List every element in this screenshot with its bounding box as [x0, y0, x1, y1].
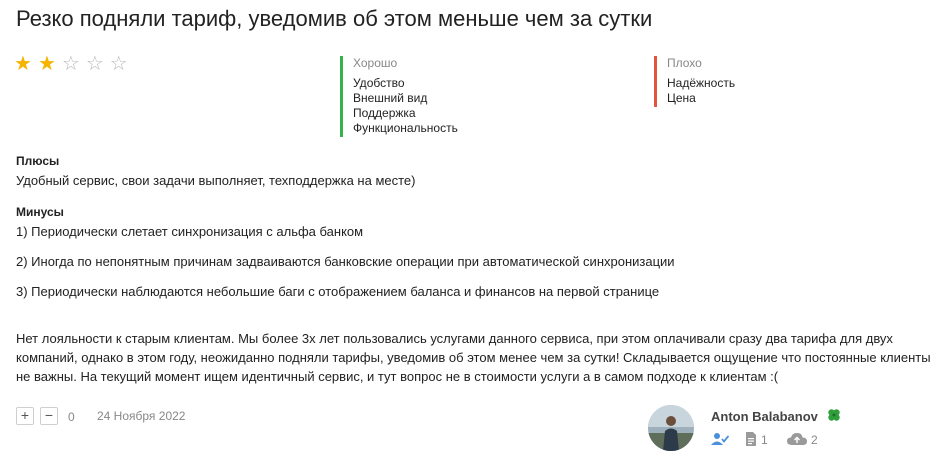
bad-item: Цена [667, 91, 696, 105]
vote-count: 0 [68, 410, 75, 424]
review-title: Резко подняли тариф, уведомив об этом меньше чем за сутки [16, 6, 653, 31]
star-icon: ★ [14, 53, 32, 75]
good-item: Поддержка [353, 106, 416, 120]
cloud-count: 2 [811, 433, 818, 447]
reviews-count: 1 [761, 433, 768, 447]
avatar[interactable] [648, 405, 694, 451]
good-aspects [340, 56, 458, 137]
clover-icon [826, 407, 842, 423]
star-icon: ☆ [109, 53, 128, 75]
cons-item: 2) Иногда по непонятным причинам задваиваются банковские операции при автоматической синхронизации [16, 254, 675, 269]
review-body: Нет лояльности к старым клиентам. Мы более 3х лет пользовались услугами данного сервиса, при этом оплачивали сразу два тарифа для двух компаний, однако в этом году, неожиданно подняли тарифы, уведомив об этом менее чем за сутки! Складывается ощущение что постоянные клиенты не важны. На текущий момент ищем идентичный сервис, и тут вопрос не в стоимости услуги а в самом подходе к клиентам :( [16, 331, 931, 384]
good-item: Функциональность [353, 121, 458, 135]
user-check-icon [711, 432, 729, 446]
rating-stars [14, 53, 128, 75]
good-item: Удобство [353, 76, 405, 90]
avatar-image [648, 405, 694, 451]
author-name[interactable]: Anton Balabanov [711, 409, 818, 424]
document-icon [745, 432, 757, 446]
cons-item: 3) Периодически наблюдаются небольшие баги с отображением баланса и финансов на первой странице [16, 284, 660, 299]
good-header: Хорошо [353, 56, 398, 70]
vote-up-button[interactable]: + [16, 407, 34, 425]
cons-item: 1) Периодически слетает синхронизация с альфа банком [16, 224, 364, 239]
good-item: Внешний вид [353, 91, 428, 105]
bad-item: Надёжность [667, 76, 736, 90]
star-icon: ☆ [61, 53, 80, 75]
bad-aspects [654, 56, 735, 107]
bad-header: Плохо [667, 56, 702, 70]
cloud-icon [787, 432, 807, 446]
star-icon: ★ [37, 53, 56, 75]
pros-title: Плюсы [16, 154, 60, 168]
review-date: 24 Ноября 2022 [97, 409, 186, 423]
cons-title: Минусы [16, 205, 64, 219]
pros-text: Удобный сервис, свои задачи выполняет, техподдержка на месте) [16, 173, 416, 188]
star-icon: ☆ [85, 53, 104, 75]
vote-down-button[interactable]: − [40, 407, 58, 425]
